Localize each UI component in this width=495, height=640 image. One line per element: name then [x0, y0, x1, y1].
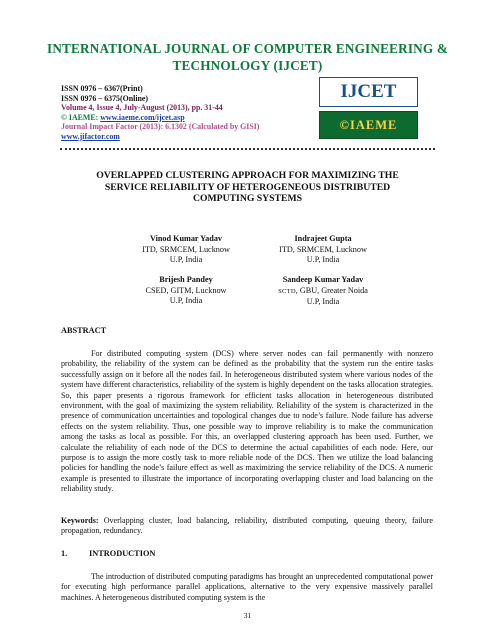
- abstract-body: [61, 349, 433, 495]
- keywords-block: [61, 516, 433, 537]
- section-title: INTRODUCTION: [89, 549, 156, 558]
- keywords-text: Overlapping cluster, load balancing, reliability, distributed computing, queuing theory, failure propagation, redundancy.: [61, 516, 433, 536]
- jif-link[interactable]: www.jifactor.com: [61, 131, 120, 141]
- paper-title-line3: COMPUTING SYSTEMS: [193, 193, 302, 204]
- paper-title: [60, 170, 435, 205]
- author-location: U.P, India: [169, 296, 203, 306]
- ijcet-logo: IJCET: [319, 77, 418, 107]
- author-block-1: [116, 234, 256, 266]
- abstract-text: For distributed computing system (DCS) where server nodes can fail permanently with nonzero probability, the reliability of the system can be defined as the probability that the system run the entire tasks successfully assign on it before all the nodes fail. In heterogeneous distributed system where various nodes of the system have different characteristics, reliability of the system is highly dependent on the tasks allocation strategies. So, this paper presents a rigorous framework for efficient tasks allocation in heterogeneous distributed environment, with the goal of maximizing the system reliability. Reliability of the system is characterized in the presence of communication uncertainties and topological changes due to node’s failure. Node failure has adverse effects on the system reliability. Thus, one possible way to improve reliability is to make the communication among the tasks as local as possible. For this, an overlapped clustering approach has been used. Further, we calculate the reliability of each node of the DCS to determine the actual capabilities of each node. Here, our purpose is to assign the more costly task to more reliable node of the DCS. Then we utilize the load balancing policies for handling the node’s failure effect as well as maximizing the service reliability of the DCS. A numeric example is presented to illustrate the importance of incorporating overlapping cluster and load balancing on the reliability study.: [61, 349, 433, 494]
- author-block-4: [253, 275, 393, 308]
- header-divider: [60, 148, 435, 150]
- issn-online: ISSN 0976 – 6375(Online): [61, 93, 149, 103]
- paper-title-line2: SERVICE RELIABILITY OF HETEROGENEOUS DISTRIBUTED: [104, 181, 391, 193]
- author-location: U.P, India: [306, 255, 340, 265]
- iaeme-logo: ©IAEME: [319, 111, 418, 139]
- author-name: Indrajeet Gupta: [294, 234, 352, 243]
- iaeme-link[interactable]: www.iaeme.com/ijcet.asp: [100, 112, 185, 122]
- author-location: U.P, India: [169, 255, 203, 265]
- introduction-body: [61, 572, 433, 603]
- abstract-heading: ABSTRACT: [61, 326, 107, 335]
- author-name: Sandeep Kumar Yadav: [282, 275, 364, 284]
- issn-print: ISSN 0976 – 6367(Print): [61, 84, 143, 93]
- author-block-3: [116, 275, 256, 307]
- author-affiliation-rest: , GBU, Greater Noida: [295, 285, 368, 295]
- iaeme-label: © IAEME:: [61, 112, 101, 122]
- journal-title: [0, 40, 495, 74]
- author-location: U.P, India: [306, 297, 340, 307]
- volume-info: Volume 4, Issue 4, July-August (2013), pp. 31-44: [61, 103, 223, 112]
- section-number: 1.: [61, 549, 68, 558]
- paper-title-line1: OVERLAPPED CLUSTERING APPROACH FOR MAXIMIZING THE: [96, 170, 399, 181]
- author-affiliation-dept: SCTD: [278, 287, 296, 295]
- section-heading: [61, 549, 155, 558]
- author-affiliation: ITD, SRMCEM, Lucknow: [142, 244, 230, 254]
- author-affiliation: [253, 286, 393, 298]
- keywords-label: Keywords:: [61, 516, 99, 525]
- author-affiliation: ITD, SRMCEM, Lucknow: [279, 244, 367, 254]
- journal-title-line1: INTERNATIONAL JOURNAL OF COMPUTER ENGINEERING &: [46, 41, 449, 56]
- iaeme-line: [61, 113, 259, 123]
- author-name: Brijesh Pandey: [159, 275, 213, 284]
- author-block-2: [253, 234, 393, 266]
- author-affiliation: CSED, GITM, Lucknow: [145, 285, 227, 295]
- journal-meta: [61, 84, 259, 141]
- introduction-text: The introduction of distributed computing paradigms has brought an unprecedented computational power for executing high performance parallel applications, alternative to the very expensive massively parallel machines. A heterogeneous distributed computing system is the: [61, 572, 433, 602]
- impact-factor: Journal Impact Factor (2013): 6.1302 (Calculated by GISI): [61, 122, 260, 131]
- journal-title-line2: TECHNOLOGY (IJCET): [172, 58, 323, 73]
- page-number: 31: [243, 611, 252, 620]
- author-name: Vinod Kumar Yadav: [149, 234, 223, 243]
